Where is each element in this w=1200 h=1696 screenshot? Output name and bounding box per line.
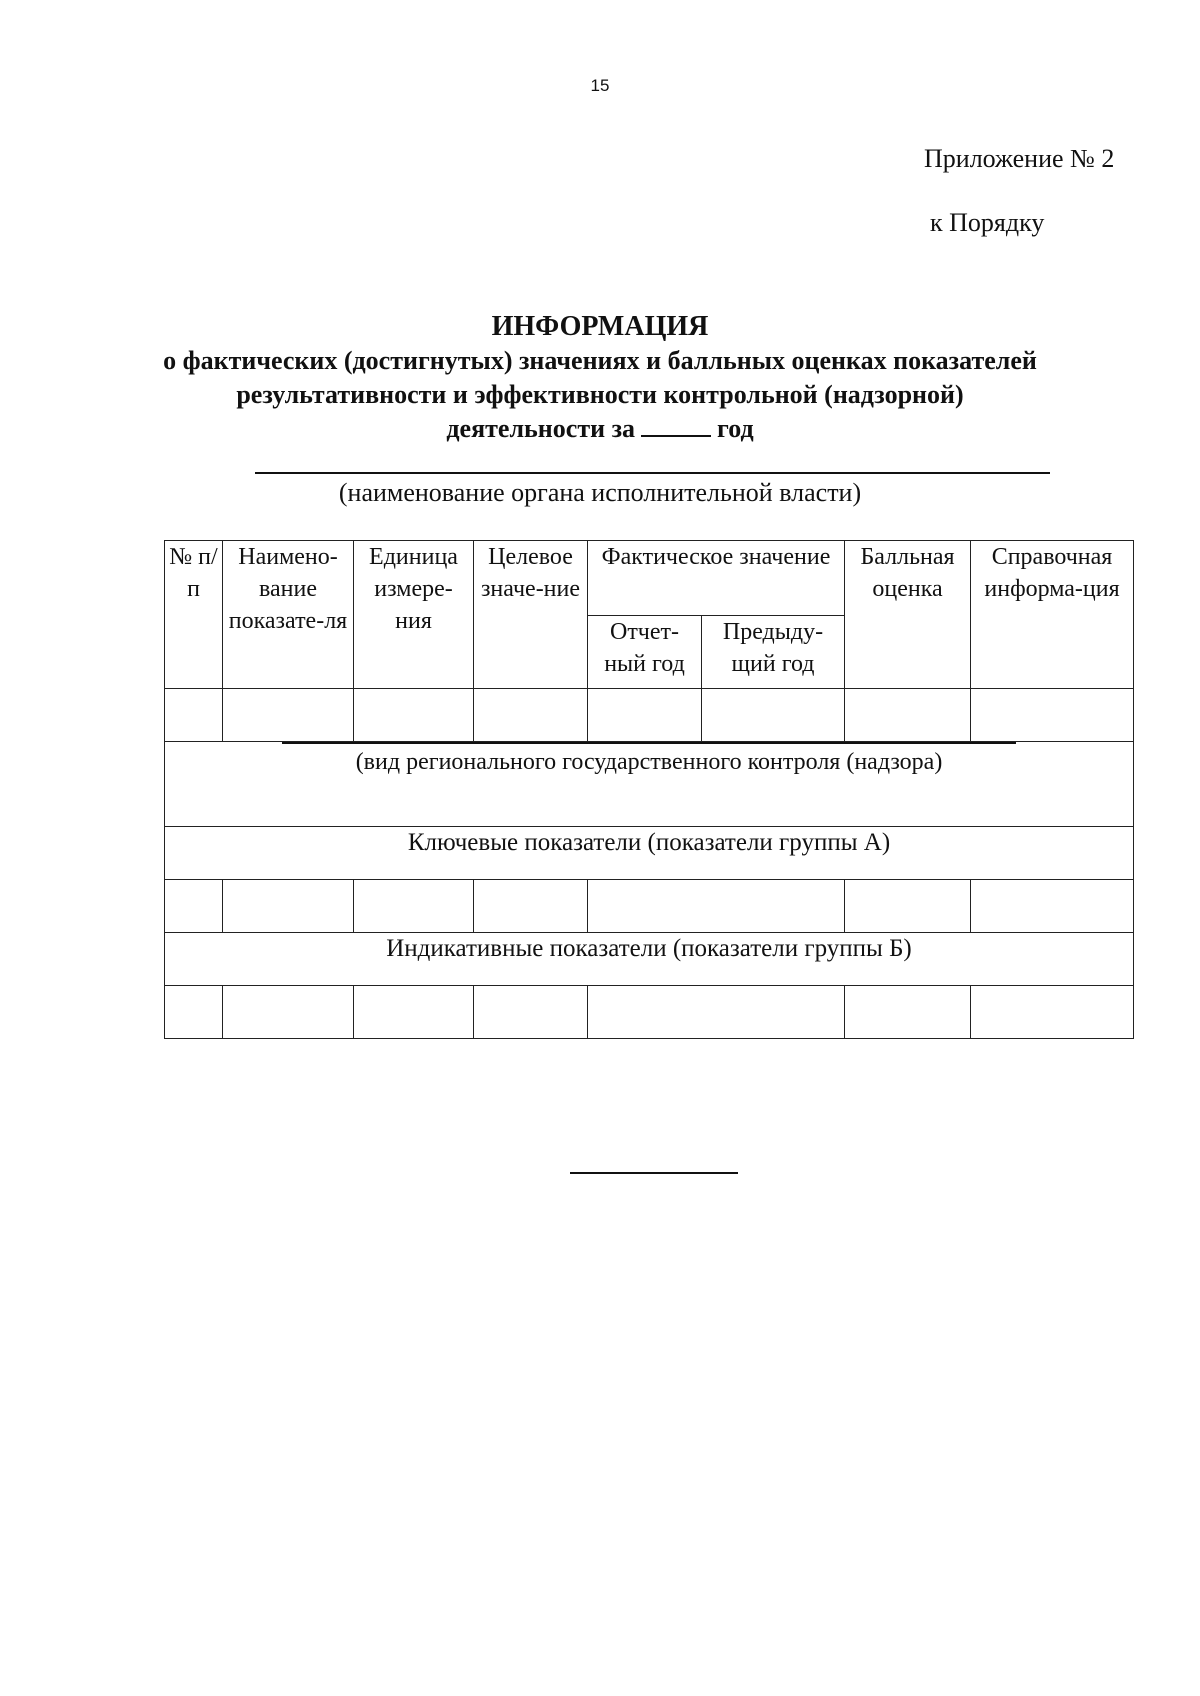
table-cell: [474, 689, 588, 742]
title-line-3: [100, 412, 1100, 446]
title-line-2: результативности и эффективности контрольной (надзорной): [236, 380, 964, 409]
table-cell: [354, 689, 474, 742]
table-cell: [223, 880, 354, 933]
title-line-3-after: год: [717, 414, 754, 443]
table-cell: [971, 880, 1134, 933]
control-kind-caption: (вид регионального государственного контроля (надзора): [355, 749, 943, 775]
page-number: 15: [590, 76, 610, 95]
appendix-reference: к Порядку: [930, 208, 1045, 237]
header-score: Балльная оценка: [845, 541, 971, 689]
table-cell: [474, 880, 588, 933]
header-actual-value: Фактическое значение: [588, 541, 845, 616]
org-name-blank-line: [255, 472, 1050, 474]
table-cell: [165, 880, 223, 933]
header-target-value: Целевое значе-ние: [474, 541, 588, 689]
table-cell: [971, 986, 1134, 1039]
year-blank: [641, 413, 711, 437]
header-actual-report-year: Отчет-ный год: [588, 616, 702, 689]
appendix-number: Приложение № 2: [924, 144, 1115, 173]
document-title: [100, 310, 1100, 446]
table-cell: [588, 880, 845, 933]
org-name-caption: (наименование органа исполнительной власти): [338, 478, 862, 507]
header-actual-previous-year: Предыду-щий год: [702, 616, 845, 689]
title-heading: ИНФОРМАЦИЯ: [491, 311, 709, 342]
header-indicator-name: Наимено-вание показате-ля: [223, 541, 354, 689]
group-a-row: [165, 827, 1134, 880]
report-table: [164, 540, 1134, 1039]
table-cell: [223, 689, 354, 742]
table-cell: [165, 986, 223, 1039]
table-cell: [702, 689, 845, 742]
table-cell: [845, 689, 971, 742]
table-row: [165, 986, 1134, 1039]
table-cell: [474, 986, 588, 1039]
table-cell: [223, 986, 354, 1039]
closing-separator-line: [570, 1172, 738, 1174]
table-cell: [165, 689, 223, 742]
group-b-row: [165, 933, 1134, 986]
header-unit: Единица измере-ния: [354, 541, 474, 689]
table-row: [165, 689, 1134, 742]
table-cell: [354, 986, 474, 1039]
header-num: № п/п: [165, 541, 223, 689]
title-line-3-before: деятельности за: [446, 414, 636, 443]
table-cell: [971, 689, 1134, 742]
table-cell: [588, 689, 702, 742]
group-a-label: Ключевые показатели (показатели группы А): [165, 827, 1134, 880]
control-kind-row: [165, 742, 1134, 827]
table-cell: [354, 880, 474, 933]
table-cell: [845, 986, 971, 1039]
table-cell: [588, 986, 845, 1039]
header-reference: Справочная информа-ция: [971, 541, 1134, 689]
group-b-label: Индикативные показатели (показатели группы Б): [165, 933, 1134, 986]
table-row: [165, 880, 1134, 933]
table-cell: [845, 880, 971, 933]
control-kind-blank-line: [282, 742, 1016, 744]
title-line-1: о фактических (достигнутых) значениях и балльных оценках показателей: [163, 346, 1037, 375]
